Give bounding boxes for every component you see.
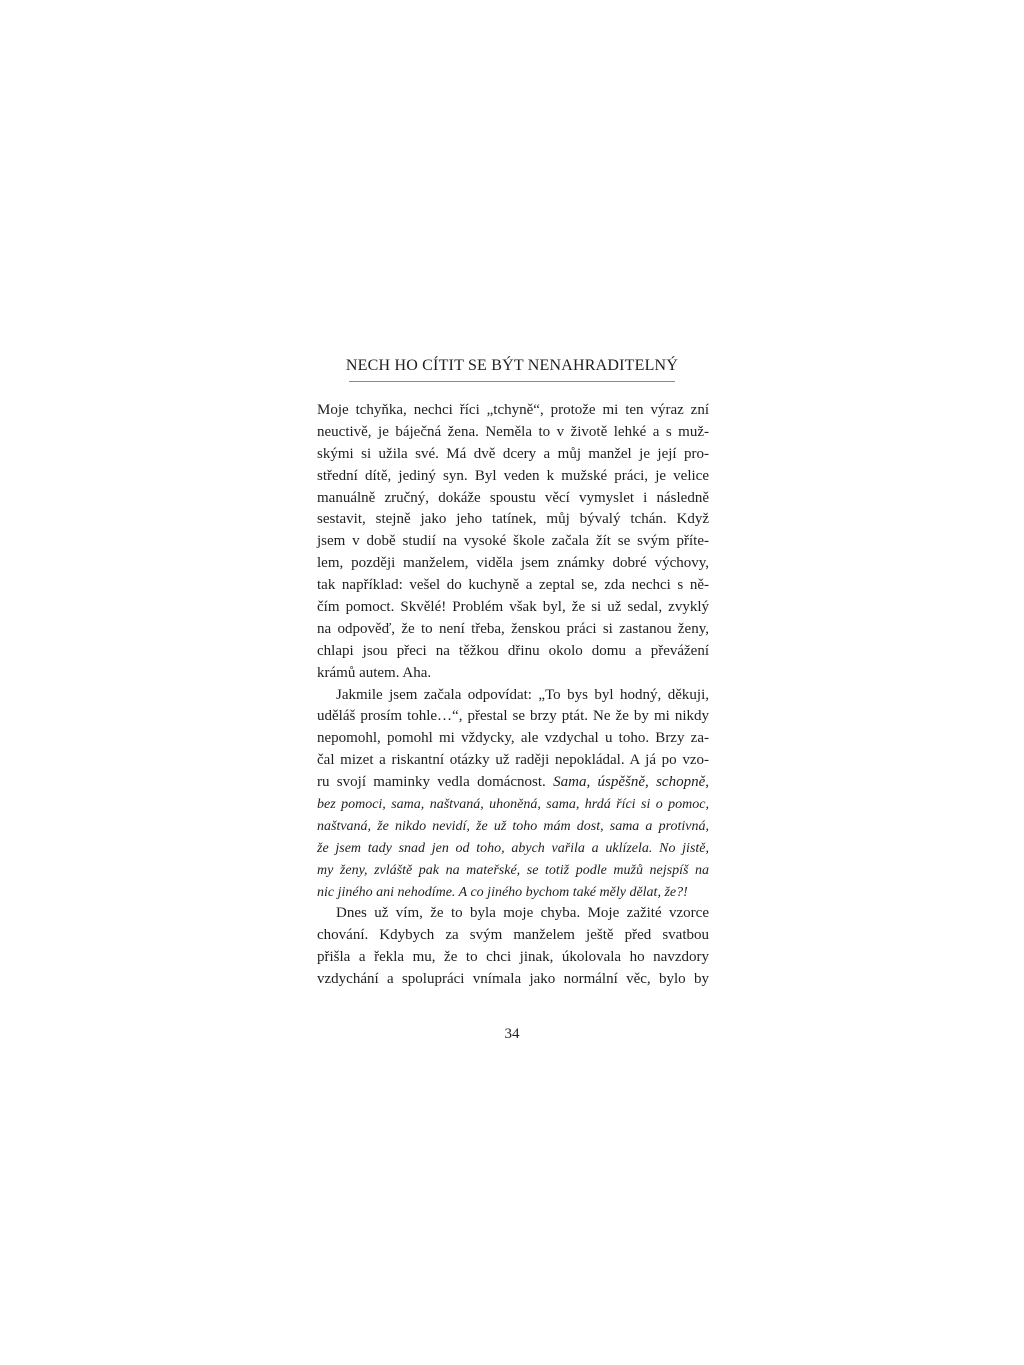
- text-line: chování. Kdybych za svým manželem ještě před svatbou: [317, 927, 709, 944]
- text-line-italic: že jsem tady snad jen od toho, abych vařila a uklízela. No jistě,: [317, 840, 709, 856]
- text-line: skými si užila své. Má dvě dcery a můj manžel je její pro-: [317, 445, 709, 462]
- text-line: krámů autem. Aha.: [317, 664, 432, 681]
- text-line-mixed: [317, 772, 709, 794]
- text-roman-run: ru svojí maminky vedla domácnost.: [317, 774, 554, 791]
- text-line-italic: naštvaná, že nikdo nevidí, že už toho mám dost, sama a protivná,: [317, 818, 709, 834]
- text-line: na odpověď, že to není třeba, ženskou práci si zastanou ženy,: [317, 620, 709, 637]
- text-line: Jakmile jsem začala odpovídat: „To bys byl hodný, děkuji,: [336, 686, 709, 703]
- text-line: uděláš prosím tohle…“, přestal se brzy ptát. Ne že by mi nikdy: [317, 708, 709, 725]
- running-head-rule: [349, 381, 675, 382]
- text-line: manuálně zručný, dokáže spoustu věcí vymyslet i následně: [317, 489, 709, 506]
- text-line: střední dítě, jediný syn. Byl veden k mužské práci, je velice: [317, 467, 709, 484]
- text-line: Dnes už vím, že to byla moje chyba. Moje zažité vzorce: [336, 905, 709, 922]
- text-line: Moje tchyňka, nechci říci „tchyně“, protože mi ten výraz zní: [317, 402, 709, 418]
- text-line: vzdychání a spolupráci vnímala jako normální věc, bylo by: [317, 971, 709, 988]
- text-line: čal mizet a riskantní otázky už raději nepokládal. A já po vzo-: [317, 752, 709, 769]
- text-line-italic: my ženy, zvláště pak na mateřské, se totiž podle mužů nejspíš na: [317, 862, 709, 878]
- text-line: sestavit, stejně jako jeho tatínek, můj bývalý tchán. Když: [317, 511, 709, 528]
- text-line: tak například: vešel do kuchyně a zeptal se, zda nechci s ně-: [317, 577, 709, 594]
- text-italic-run: Sama, úspěšně, schopně,: [553, 774, 709, 791]
- text-line: lem, později manželem, viděla jsem známky dobré výchovy,: [317, 555, 709, 572]
- text-line: čím pomoct. Skvělé! Problém však byl, že si už sedal, zvyklý: [317, 599, 709, 616]
- text-line-italic: nic jiného ani nehodíme. A co jiného bychom také měly dělat, že?!: [317, 884, 688, 900]
- text-line: jsem v době studií na vysoké škole začala žít se svým příte-: [317, 533, 709, 550]
- text-line: přišla a řekla mu, že to chci jinak, úkolovala ho navzdory: [317, 949, 709, 966]
- text-line-italic: bez pomoci, sama, naštvaná, uhoněná, sama, hrdá říci si o pomoc,: [317, 797, 709, 813]
- text-line: nepomohl, pomohl mi vždycky, ale vzdychal u toho. Brzy za-: [317, 730, 709, 747]
- text-line: chlapi jsou přeci na těžkou dřinu okolo domu a převážení: [317, 642, 709, 659]
- text-line: neuctivě, je báječná žena. Neměla to v životě lehké a s muž-: [317, 423, 709, 440]
- body-text: [317, 400, 709, 991]
- running-head: NECH HO CÍTIT SE BÝT NENAHRADITELNÝ: [345, 357, 679, 374]
- page-number: 34: [504, 1026, 520, 1042]
